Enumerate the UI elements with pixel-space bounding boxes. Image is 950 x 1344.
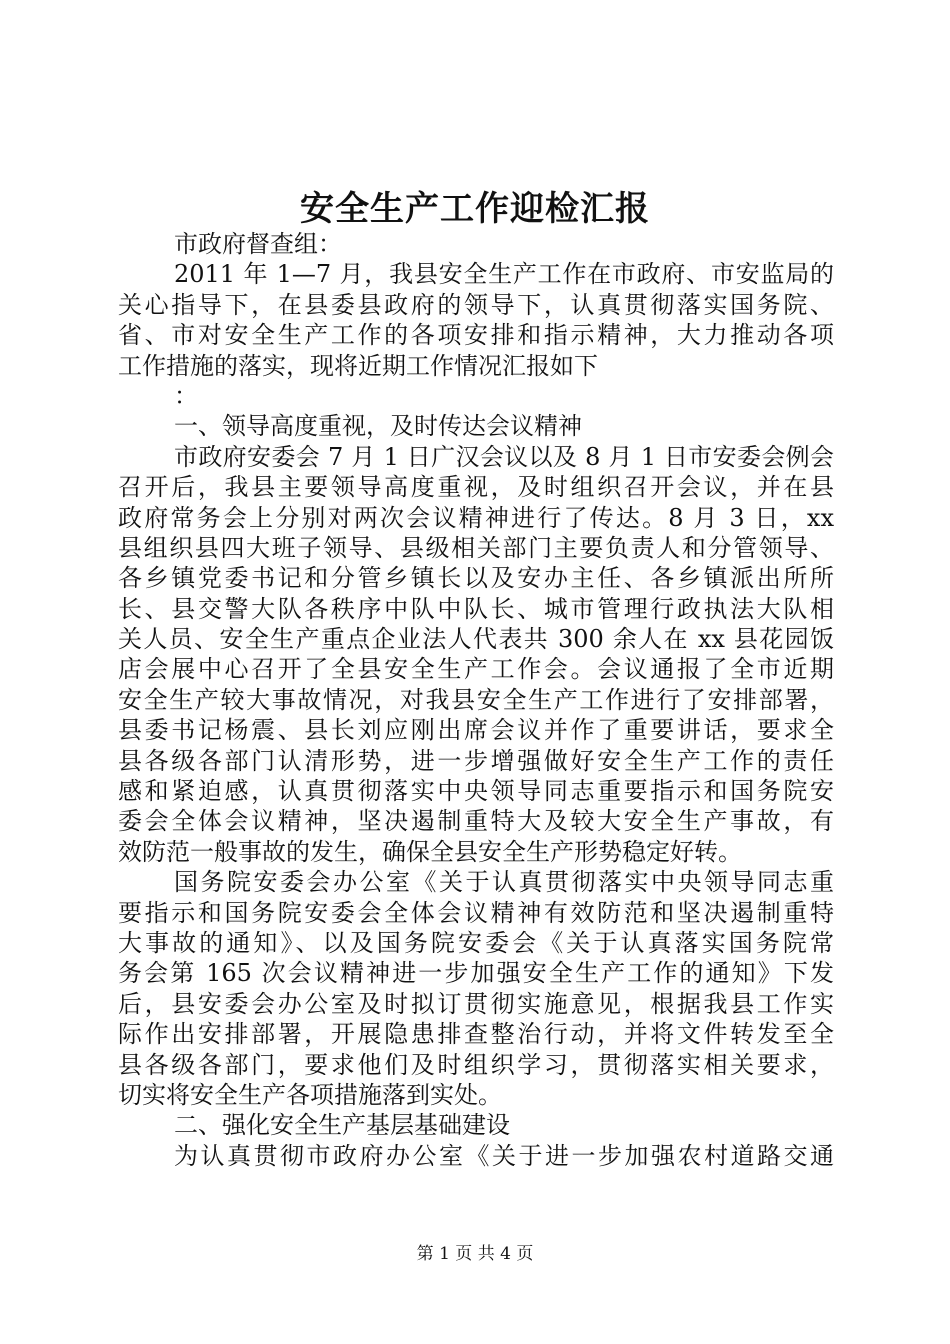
text-line: 大事故的通知》、以及国务院安委会《关于认真落实国务院常	[118, 928, 834, 957]
text-line: 召开后，我县主要领导高度重视，及时组织召开会议，并在县	[118, 473, 834, 502]
text-line: 各乡镇党委书记和分管乡镇长以及安办主任、各乡镇派出所所	[118, 564, 834, 593]
text-line: 安全生产较大事故情况，对我县安全生产工作进行了安排部署，	[118, 685, 834, 714]
text-line: 县委书记杨震、县长刘应刚出席会议并作了重要讲话，要求全	[118, 716, 834, 745]
page-footer: 第 1 页 共 4 页	[416, 1244, 534, 1264]
text-line: 国务院安委会办公室《关于认真贯彻落实中央领导同志重	[174, 868, 834, 897]
text-line: 切实将安全生产各项措施落到实处。	[118, 1080, 502, 1109]
text-line: 委会全体会议精神，坚决遏制重特大及较大安全生产事故，有	[118, 807, 834, 836]
text-line: 效防范一般事故的发生，确保全县安全生产形势稳定好转。	[118, 837, 742, 866]
document-title: 安全生产工作迎检汇报	[300, 189, 650, 229]
text-line: 一、领导高度重视，及时传达会议精神	[174, 412, 582, 441]
text-line: 长、县交警大队各秩序中队中队长、城市管理行政执法大队相	[118, 594, 834, 623]
text-line: ：	[174, 381, 198, 410]
text-line: 省、市对安全生产工作的各项安排和指示精神，大力推动各项	[118, 321, 834, 350]
text-line: 县各级各部门认清形势，进一步增强做好安全生产工作的责任	[118, 746, 834, 775]
text-line: 市政府督查组：	[174, 230, 342, 258]
text-line: 二、强化安全生产基层基础建设	[174, 1111, 510, 1140]
text-line: 关心指导下，在县委县政府的领导下，认真贯彻落实国务院、	[118, 290, 834, 319]
text-line: 务会第 165 次会议精神进一步加强安全生产工作的通知》下发	[118, 959, 834, 988]
text-line: 关人员、安全生产重点企业法人代表共 300 余人在 xx 县花园饭	[118, 625, 834, 654]
text-line: 市政府安委会 7 月 1 日广汉会议以及 8 月 1 日市安委会例会	[174, 442, 834, 471]
text-line: 感和紧迫感，认真贯彻落实中央领导同志重要指示和国务院安	[118, 777, 834, 806]
document-body	[118, 229, 834, 1171]
text-line: 政府常务会上分别对两次会议精神进行了传达。8 月 3 日，xx	[118, 503, 834, 532]
text-line: 店会展中心召开了全县安全生产工作会。会议通报了全市近期	[118, 655, 834, 684]
text-line: 后，县安委会办公室及时拟订贯彻实施意见，根据我县工作实	[118, 989, 834, 1018]
text-line: 工作措施的落实，现将近期工作情况汇报如下	[118, 351, 598, 380]
text-line: 2011 年 1—7 月，我县安全生产工作在市政府、市安监局的	[174, 260, 834, 289]
text-line: 县各级各部门，要求他们及时组织学习，贯彻落实相关要求，	[118, 1050, 834, 1079]
text-line: 县组织县四大班子领导、县级相关部门主要负责人和分管领导、	[118, 533, 834, 562]
text-line: 为认真贯彻市政府办公室《关于进一步加强农村道路交通	[174, 1141, 834, 1170]
text-line: 要指示和国务院安委会全体会议精神有效防范和坚决遏制重特	[118, 898, 834, 927]
text-line: 际作出安排部署，开展隐患排查整治行动，并将文件转发至全	[118, 1020, 834, 1049]
